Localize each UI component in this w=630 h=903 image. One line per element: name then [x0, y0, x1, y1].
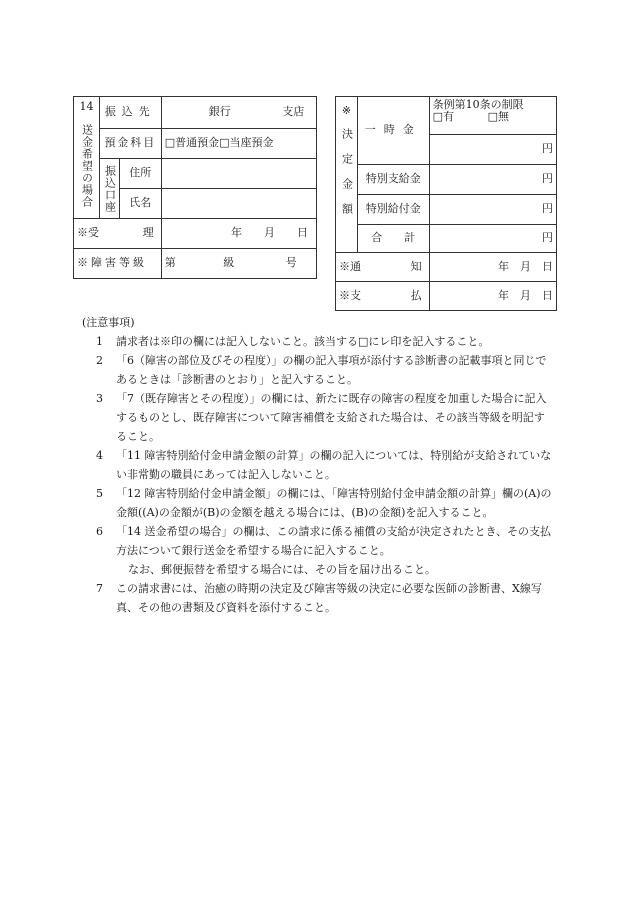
section-14-cell: [74, 97, 100, 219]
remittance-table: [73, 96, 317, 279]
note-number: 4: [96, 449, 103, 462]
note-number: 1: [96, 335, 103, 348]
decision-table: [335, 96, 557, 311]
lump-sum-yen: 円: [429, 135, 556, 165]
special-payment-yen: 円: [429, 165, 556, 195]
note-text: 「11 障害特別給付金申請金額の計算」の欄の記入については、特別給が支給されていない非常勤の職員にあっては記入しないこと。: [116, 449, 552, 481]
note-item: [82, 522, 552, 560]
note-item: [82, 351, 552, 389]
received-date: 年 月 日: [161, 219, 316, 249]
account-label: 振込口座: [103, 164, 117, 213]
total-label: 合 計: [357, 225, 429, 253]
notes-section: [82, 313, 552, 617]
notice-date: 年 月 日: [429, 253, 556, 282]
account-type-field[interactable]: □普通預金□当座預金: [161, 129, 316, 159]
special-benefit-yen: 円: [429, 195, 556, 225]
note-number: 2: [96, 354, 103, 367]
limit-title: 条例第10条の制限: [432, 98, 524, 111]
note-text: 「14 送金希望の場合」の欄は、この請求に係る補償の支給が決定されたとき、その支払方法について銀行送金を希望する場合に記入すること。: [116, 525, 552, 557]
note-item: [82, 484, 552, 522]
note-number: 3: [96, 392, 103, 405]
note-item: [82, 332, 552, 351]
account-label-cell: [99, 159, 119, 219]
note-number: 5: [96, 487, 103, 500]
section-title: 送金希望の場合: [80, 123, 94, 208]
decision-side-label: 決定金額: [340, 128, 354, 229]
note-number: 6: [96, 525, 103, 538]
note-item: [82, 579, 552, 617]
note-text: 請求者は※印の欄には記入しないこと。該当する□にレ印を記入すること。: [116, 335, 490, 348]
notice-label: ※通 知: [336, 253, 430, 282]
bank-label: 振込先: [99, 97, 161, 129]
bank-field[interactable]: 銀行 支店: [161, 97, 316, 129]
limit-yes-checkbox[interactable]: □有: [432, 110, 455, 124]
note-item: [82, 446, 552, 484]
note-text: この請求書には、治癒の時期の決定及び障害等級の決定に必要な医師の診断書、X線写真、その他の書類及び資料を添付すること。: [116, 582, 542, 614]
payment-label: ※支 払: [336, 282, 430, 311]
payment-date: 年 月 日: [429, 282, 556, 311]
note-text: 「7（既存障害とその程度）」の欄には、新たに既存の障害の程度を加重した場合に記入するものとし、既存障害について障害補償を支給された場合は、その該当等級を明記すること。: [116, 392, 547, 443]
address-label: 住所: [119, 159, 161, 189]
address-field[interactable]: [161, 159, 316, 189]
note-number: 7: [96, 582, 103, 595]
note-item-sub: [82, 560, 552, 579]
special-payment-label: 特別支給金: [357, 165, 429, 195]
note-text: なお、郵便振替を希望する場合には、その旨を届け出ること。: [128, 563, 436, 576]
limit-cell: [429, 97, 556, 135]
grade-label: ※障害等級: [74, 249, 162, 279]
note-text: 「12 障害特別給付金申請金額」の欄には、「障害特別給付金申請金額の計算」欄の(A)の金額((A)の金額が(B)の金額を越える場合には、(B)の金額)を記入すること。: [116, 487, 552, 519]
decision-side-cell: [336, 97, 358, 253]
notes-title: (注意事項): [82, 316, 135, 329]
section-number: 14: [79, 100, 94, 114]
grade-field: 第 級 号: [161, 249, 316, 279]
limit-no-checkbox[interactable]: □無: [487, 110, 509, 124]
name-field[interactable]: [161, 189, 316, 219]
received-label: ※受 理: [74, 219, 162, 249]
name-label: 氏名: [119, 189, 161, 219]
special-benefit-label: 特別給付金: [357, 195, 429, 225]
account-type-label: 預金科目: [99, 129, 161, 159]
total-yen: 円: [429, 225, 556, 253]
decision-mark: ※: [341, 104, 352, 117]
lump-sum-label: 一時金: [357, 97, 429, 165]
note-text: 「6（障害の部位及びその程度）」の欄の記入事項が添付する診断書の記載事項と同じであるときは「診断書のとおり」と記入すること。: [116, 354, 547, 386]
note-item: [82, 389, 552, 446]
